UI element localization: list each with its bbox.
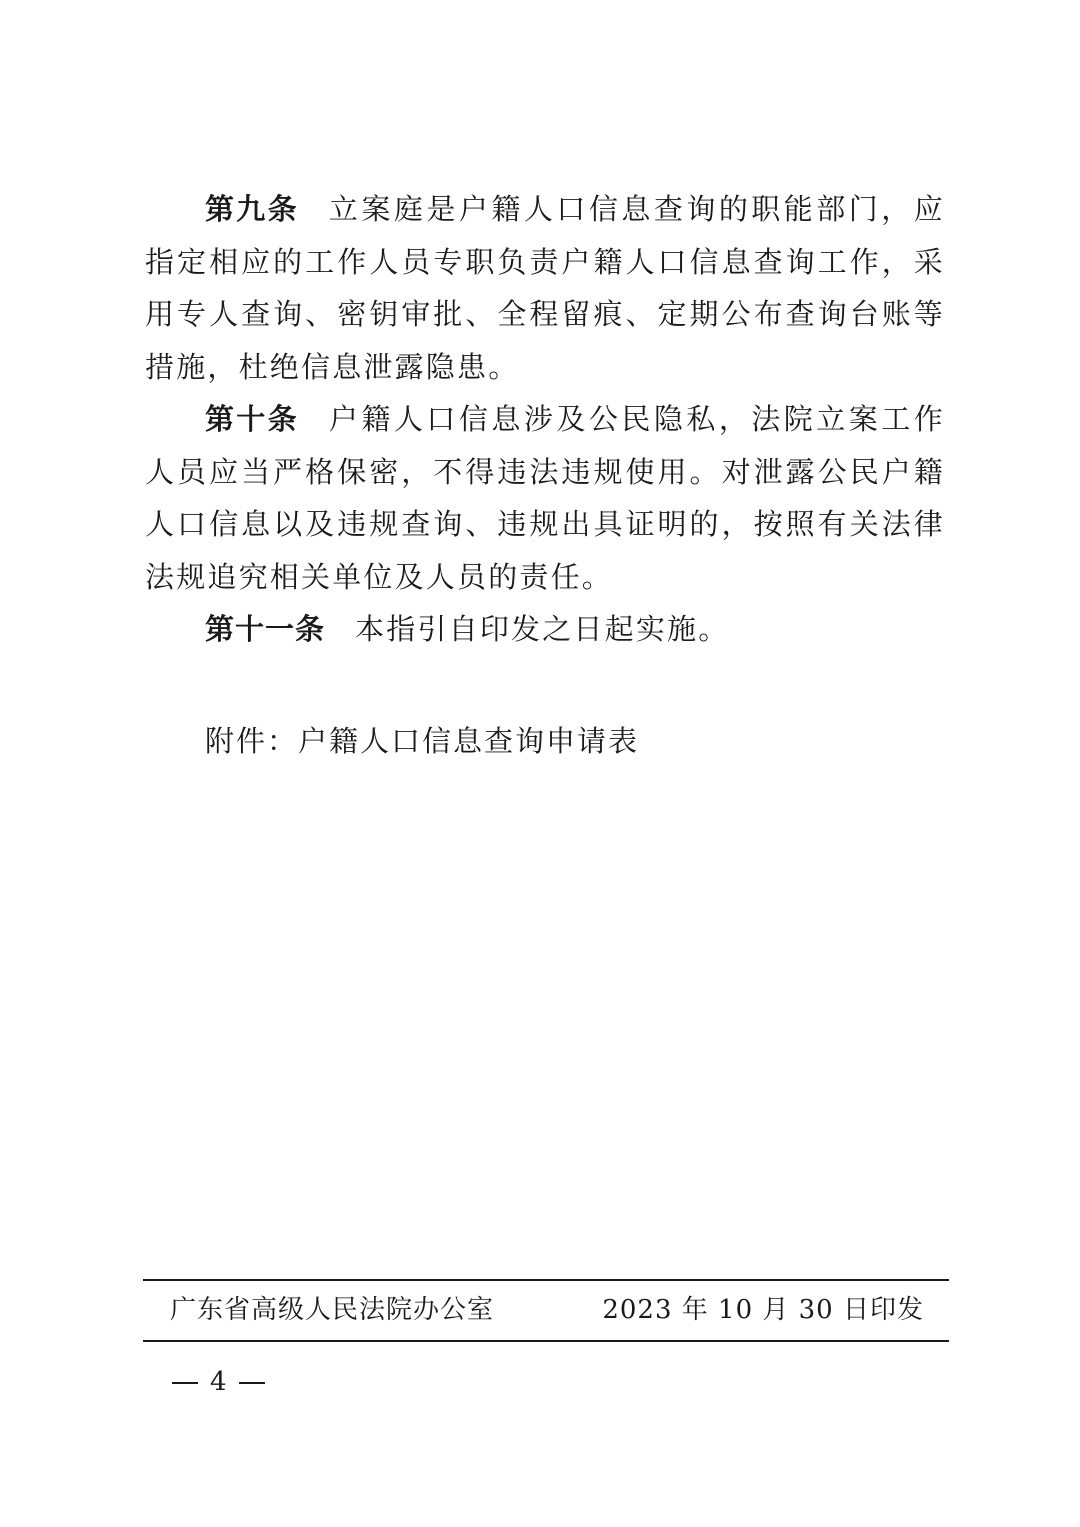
attachment-line: 附件：户籍人口信息查询申请表	[205, 724, 640, 758]
footer-issuer: 广东省高级人民法院办公室	[170, 1295, 495, 1325]
article-9	[145, 183, 945, 393]
page-number-value: 4	[210, 1367, 227, 1397]
article-number: 第十条	[205, 402, 299, 436]
page-number-dash-left	[172, 1382, 198, 1384]
article-text: 户籍人口信息涉及公民隐私，法院立案工作人员应当严格保密，不得违法违规使用。对泄露公民户籍人口信息以及违规查询、违规出具证明的，按照有关法律法规追究相关单位及人员的责任。	[145, 402, 945, 594]
article-text: 立案庭是户籍人口信息查询的职能部门，应指定相应的工作人员专职负责户籍人口信息查询工作，采用专人查询、密钥审批、全程留痕、定期公布查询台账等措施，杜绝信息泄露隐患。	[145, 192, 945, 384]
footer-bottom-rule	[143, 1340, 949, 1342]
document-body	[145, 183, 945, 656]
page-number-dash-right	[239, 1382, 265, 1384]
footer-issue-date: 2023 年 10 月 30 日印发	[602, 1295, 924, 1325]
article-text: 本指引自印发之日起实施。	[355, 612, 730, 646]
footer-top-rule	[143, 1279, 949, 1281]
page-number	[172, 1362, 265, 1402]
article-11	[145, 603, 945, 656]
article-10	[145, 393, 945, 603]
article-number: 第九条	[205, 192, 299, 226]
article-number: 第十一条	[205, 612, 326, 646]
